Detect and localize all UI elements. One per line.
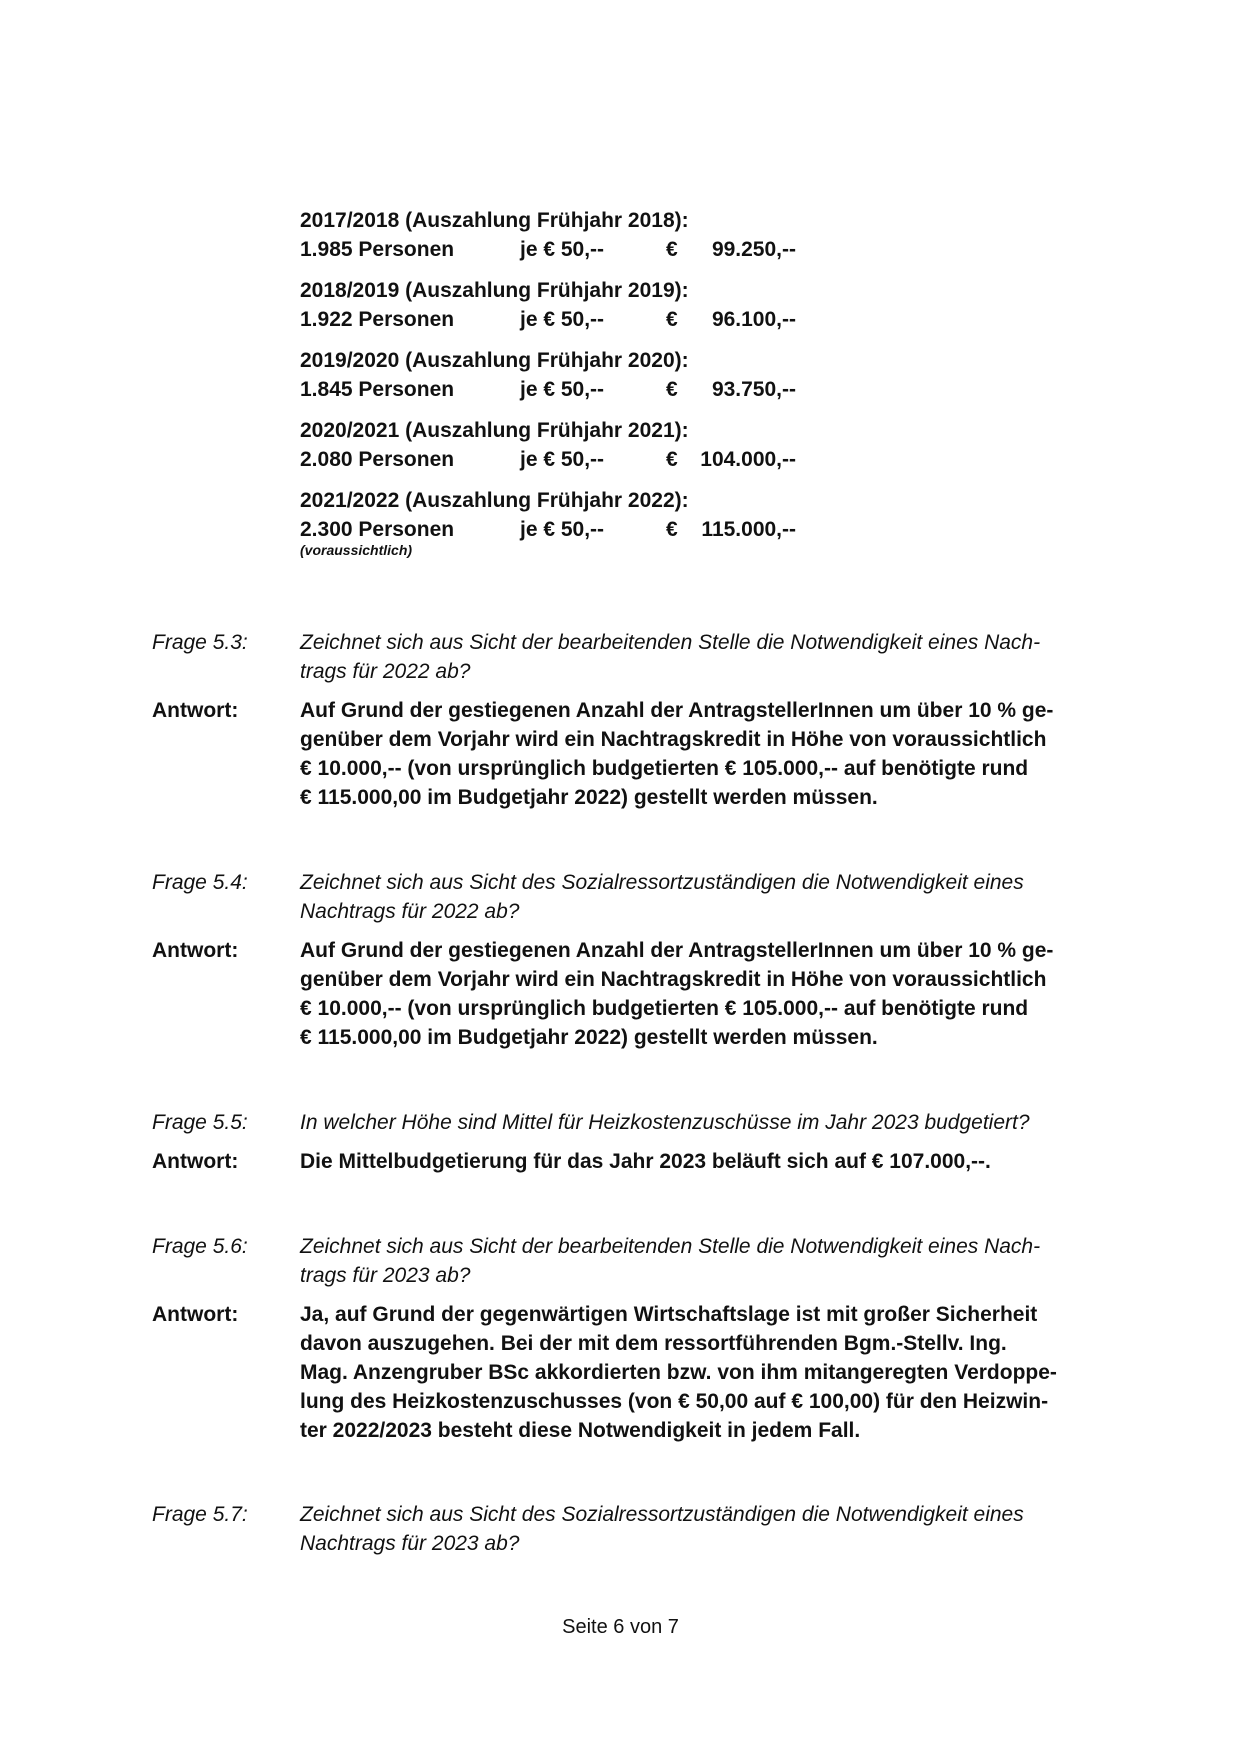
euro-sign: € bbox=[666, 238, 678, 261]
payout-persons: 1.985 Personen bbox=[300, 238, 455, 261]
payout-amount bbox=[666, 235, 796, 264]
answer-text: Ja, auf Grund der gegenwärtigen Wirtschaftslage ist mit großer Sicherheit davon auszugehen. Bei der mit dem ressortführenden Bgm.-Stellv. Ing. Mag. Anzengruber BSc akkordierten bzw. von ihm mitangeregten Verdoppe- lung des Heizkostenzuschusses (von € 50,00 auf € 100,00) für den Heizwin- ter 2022/2023 besteht diese Notwendigkeit in jedem Fall. bbox=[300, 1303, 1057, 1442]
euro-sign: € bbox=[666, 308, 678, 331]
amount-value: 93.750,-- bbox=[711, 378, 796, 401]
euro-sign: € bbox=[666, 518, 678, 541]
payout-period: 2020/2021 (Auszahlung Frühjahr 2021): bbox=[300, 419, 689, 442]
payout-note: (voraussichtlich) bbox=[300, 542, 413, 558]
payout-amount bbox=[666, 305, 796, 334]
payout-row bbox=[300, 375, 860, 404]
payout-rate: je € 50,-- bbox=[520, 378, 605, 401]
question-row bbox=[152, 1108, 1122, 1137]
payout-rate: je € 50,-- bbox=[520, 238, 605, 261]
question-row bbox=[152, 1500, 1122, 1558]
amount-value: 104.000,-- bbox=[700, 448, 796, 471]
question-label: Frage 5.5: bbox=[152, 1111, 248, 1134]
amount-value: 115.000,-- bbox=[701, 518, 796, 541]
question-text: Zeichnet sich aus Sicht der bearbeitenden Stelle die Notwendigkeit eines Nach- trags für 2023 ab? bbox=[300, 1235, 1041, 1287]
page-number: Seite 6 von 7 bbox=[562, 1616, 679, 1638]
payout-row bbox=[300, 235, 860, 264]
answer-label: Antwort: bbox=[152, 1150, 239, 1173]
question-text: Zeichnet sich aus Sicht des Sozialressortzuständigen die Notwendigkeit eines Nachtrags für 2022 ab? bbox=[300, 871, 1024, 923]
question-row bbox=[152, 628, 1122, 686]
qa-block-5-3 bbox=[152, 628, 1122, 812]
payout-entry bbox=[300, 416, 860, 474]
payout-row bbox=[300, 445, 860, 474]
answer-row bbox=[152, 696, 1122, 812]
payout-list bbox=[300, 206, 860, 572]
euro-sign: € bbox=[666, 378, 678, 401]
payout-period: 2021/2022 (Auszahlung Frühjahr 2022): bbox=[300, 489, 689, 512]
answer-row bbox=[152, 1300, 1122, 1445]
payout-entry bbox=[300, 486, 860, 560]
question-row bbox=[152, 1232, 1122, 1290]
answer-text: Auf Grund der gestiegenen Anzahl der AntragstellerInnen um über 10 % ge- genüber dem Vorjahr wird ein Nachtragskredit in Höhe von voraussichtlich € 10.000,-- (von ursprünglich budgetierten € 105.000,-- auf benötigte rund € 115.000,00 im Budgetjahr 2022) gestellt werden müssen. bbox=[300, 699, 1054, 809]
answer-row bbox=[152, 936, 1122, 1052]
answer-row bbox=[152, 1147, 1122, 1176]
answer-text: Auf Grund der gestiegenen Anzahl der AntragstellerInnen um über 10 % ge- genüber dem Vorjahr wird ein Nachtragskredit in Höhe von voraussichtlich € 10.000,-- (von ursprünglich budgetierten € 105.000,-- auf benötigte rund € 115.000,00 im Budgetjahr 2022) gestellt werden müssen. bbox=[300, 939, 1054, 1049]
payout-rate: je € 50,-- bbox=[520, 518, 605, 541]
question-label: Frage 5.6: bbox=[152, 1235, 248, 1258]
euro-sign: € bbox=[666, 448, 678, 471]
payout-persons: 1.845 Personen bbox=[300, 378, 455, 401]
question-row bbox=[152, 868, 1122, 926]
qa-block-5-7 bbox=[152, 1500, 1122, 1558]
payout-persons: 1.922 Personen bbox=[300, 308, 455, 331]
payout-rate: je € 50,-- bbox=[520, 448, 605, 471]
payout-period: 2017/2018 (Auszahlung Frühjahr 2018): bbox=[300, 209, 689, 232]
payout-entry bbox=[300, 276, 860, 334]
payout-amount bbox=[666, 515, 796, 544]
payout-period: 2019/2020 (Auszahlung Frühjahr 2020): bbox=[300, 349, 689, 372]
question-label: Frage 5.3: bbox=[152, 631, 248, 654]
question-text: Zeichnet sich aus Sicht des Sozialressortzuständigen die Notwendigkeit eines Nachtrags für 2023 ab? bbox=[300, 1503, 1024, 1555]
payout-rate: je € 50,-- bbox=[520, 308, 605, 331]
payout-amount bbox=[666, 375, 796, 404]
question-text: In welcher Höhe sind Mittel für Heizkostenzuschüsse im Jahr 2023 budgetiert? bbox=[300, 1111, 1030, 1134]
answer-label: Antwort: bbox=[152, 939, 239, 962]
payout-amount bbox=[666, 445, 796, 474]
payout-entry bbox=[300, 346, 860, 404]
amount-value: 99.250,-- bbox=[711, 238, 796, 261]
amount-value: 96.100,-- bbox=[711, 308, 796, 331]
qa-block-5-5 bbox=[152, 1108, 1122, 1176]
qa-block-5-6 bbox=[152, 1232, 1122, 1445]
payout-persons: 2.300 Personen bbox=[300, 518, 455, 541]
answer-label: Antwort: bbox=[152, 699, 239, 722]
payout-period: 2018/2019 (Auszahlung Frühjahr 2019): bbox=[300, 279, 689, 302]
page-footer bbox=[0, 1614, 1241, 1640]
payout-row bbox=[300, 305, 860, 334]
answer-text: Die Mittelbudgetierung für das Jahr 2023 beläuft sich auf € 107.000,--. bbox=[300, 1150, 991, 1173]
question-text: Zeichnet sich aus Sicht der bearbeitenden Stelle die Notwendigkeit eines Nach- trags für 2022 ab? bbox=[300, 631, 1041, 683]
payout-persons: 2.080 Personen bbox=[300, 448, 455, 471]
qa-block-5-4 bbox=[152, 868, 1122, 1052]
question-label: Frage 5.4: bbox=[152, 871, 248, 894]
payout-entry bbox=[300, 206, 860, 264]
question-label: Frage 5.7: bbox=[152, 1503, 248, 1526]
answer-label: Antwort: bbox=[152, 1303, 239, 1326]
